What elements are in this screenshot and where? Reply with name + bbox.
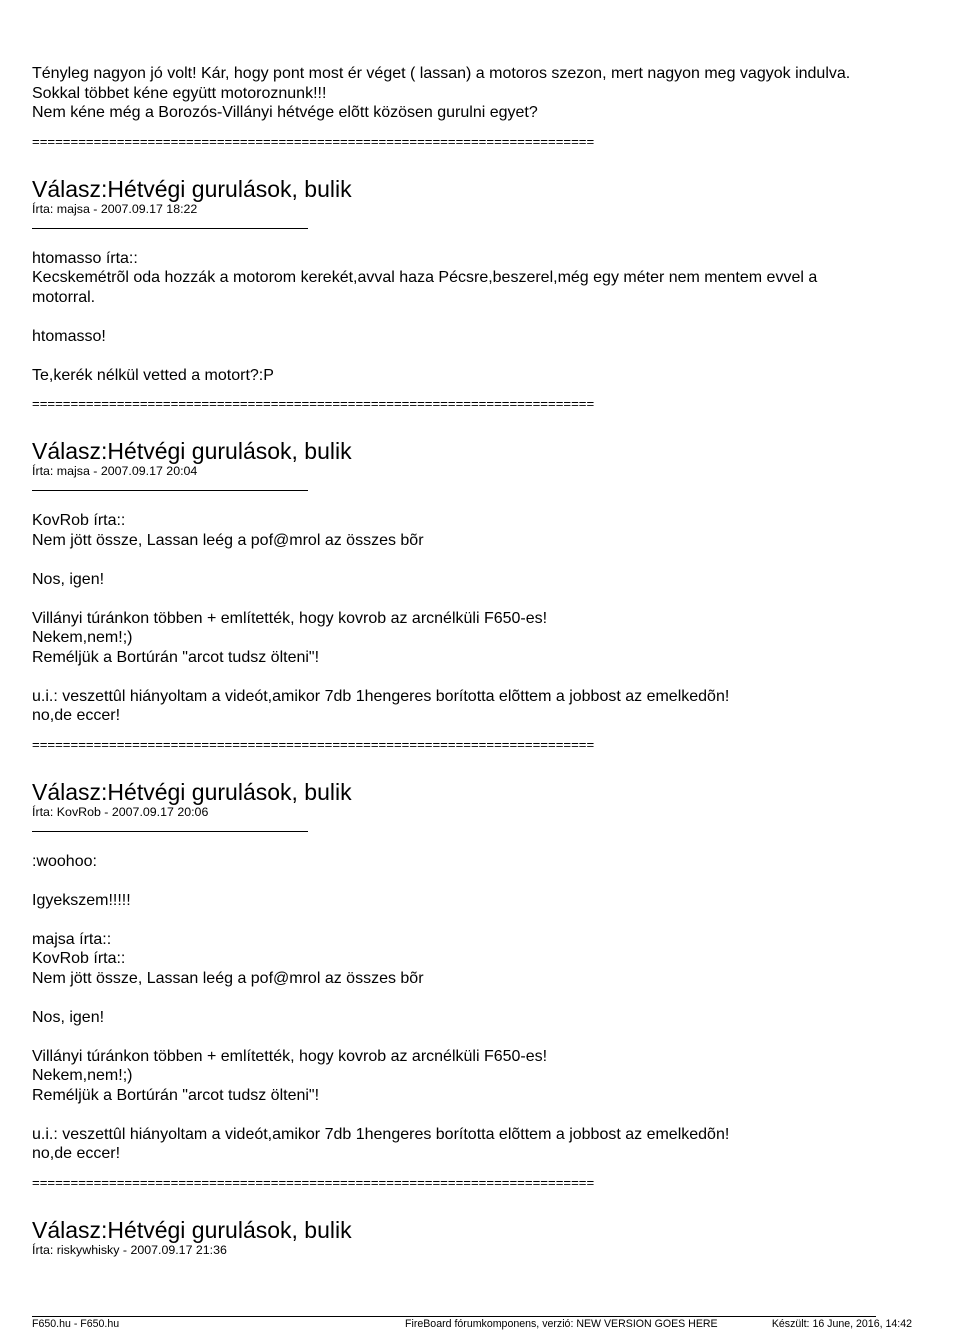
post-body — [32, 852, 912, 1164]
separator: ========================================================================= — [32, 133, 595, 149]
text-line: htomasso! — [32, 327, 106, 345]
quote-author: KovRob írta:: — [32, 512, 126, 529]
text-line: Tényleg nagyon jó volt! Kár, hogy pont most ér véget ( lassan) a motoros szezon, mert nagyon meg vagyok indulva. — [32, 65, 851, 82]
text-line: Villányi túránkon többen + említették, hogy kovrob az arcnélküli F650-es! — [32, 609, 548, 627]
text-line: Nem kéne még a Borozós-Villányi hétvége elõtt közösen gurulni egyet? — [32, 104, 538, 121]
text-line: Igyekszem!!!!! — [32, 891, 131, 909]
post-divider — [32, 490, 308, 491]
post-meta: Írta: majsa - 2007.09.17 18:22 — [32, 201, 198, 216]
post-title: Válasz:Hétvégi gurulások, bulik — [32, 1216, 352, 1243]
post-title: Válasz:Hétvégi gurulások, bulik — [32, 778, 352, 805]
text-line: Reméljük a Bortúrán "arcot tudsz ölteni"! — [32, 1086, 320, 1104]
post-title: Válasz:Hétvégi gurulások, bulik — [32, 438, 352, 464]
quote-text: motorral. — [32, 288, 96, 306]
text-line: Te,kerék nélkül vetted a motort?:P — [32, 366, 274, 384]
forum-thread — [32, 64, 912, 1257]
text-line: Nos, igen! — [32, 1008, 105, 1026]
separator: ========================================================================= — [32, 396, 595, 411]
post — [32, 176, 912, 413]
post-meta: Írta: majsa - 2007.09.17 20:04 — [32, 464, 198, 478]
text-line: Nos, igen! — [32, 570, 105, 588]
post-meta: Írta: KovRob - 2007.09.17 20:06 — [32, 804, 209, 819]
quote-text: Nem jött össze, Lassan leég a pof@mrol az összes bõr — [32, 531, 424, 549]
text-line: u.i.: veszettûl hiányoltam a videót,amikor 7db 1hengeres borította elõttem a jobbost az emelkedõn! — [32, 687, 730, 705]
text-line: Nekem,nem!;) — [32, 629, 133, 646]
separator: ========================================================================= — [32, 736, 595, 752]
footer-site: F650.hu - F650.hu — [32, 1318, 120, 1330]
text-line: no,de eccer! — [32, 707, 121, 724]
intro-post-body — [32, 64, 912, 123]
quote-author: KovRob írta:: — [32, 950, 126, 967]
quote-author: htomasso írta:: — [32, 249, 138, 267]
footer-divider — [32, 1316, 876, 1317]
post — [32, 1217, 912, 1257]
text-line: :woohoo: — [32, 852, 97, 870]
footer-generator: FireBoard fórumkomponens, verzió: NEW VERSION GOES HERE — [405, 1318, 718, 1330]
post-divider — [32, 831, 308, 832]
quote-text: Kecskemétrõl oda hozzák a motorom kerekét,avval haza Pécsre,beszerel,még egy méter nem mentem evvel a — [32, 269, 818, 286]
text-line: Nekem,nem!;) — [32, 1067, 133, 1084]
quote-text: Nem jött össze, Lassan leég a pof@mrol az összes bõr — [32, 969, 424, 987]
post — [32, 438, 912, 753]
post-body — [32, 249, 912, 386]
post-meta: Írta: riskywhisky - 2007.09.17 21:36 — [32, 1242, 227, 1257]
text-line: u.i.: veszettûl hiányoltam a videót,amikor 7db 1hengeres borította elõttem a jobbost az emelkedõn! — [32, 1125, 730, 1143]
footer-timestamp: Készült: 16 June, 2016, 14:42 — [771, 1318, 912, 1330]
text-line: Sokkal többet kéne együtt motoroznunk!!! — [32, 84, 327, 102]
post — [32, 779, 912, 1191]
text-line: Reméljük a Bortúrán "arcot tudsz ölteni"! — [32, 648, 320, 666]
post-body — [32, 511, 912, 726]
post-divider — [32, 228, 308, 229]
post-title: Válasz:Hétvégi gurulások, bulik — [32, 175, 352, 202]
quote-author: majsa írta:: — [32, 930, 112, 948]
separator: ========================================================================= — [32, 1174, 595, 1190]
text-line: Villányi túránkon többen + említették, hogy kovrob az arcnélküli F650-es! — [32, 1047, 548, 1065]
text-line: no,de eccer! — [32, 1145, 121, 1162]
